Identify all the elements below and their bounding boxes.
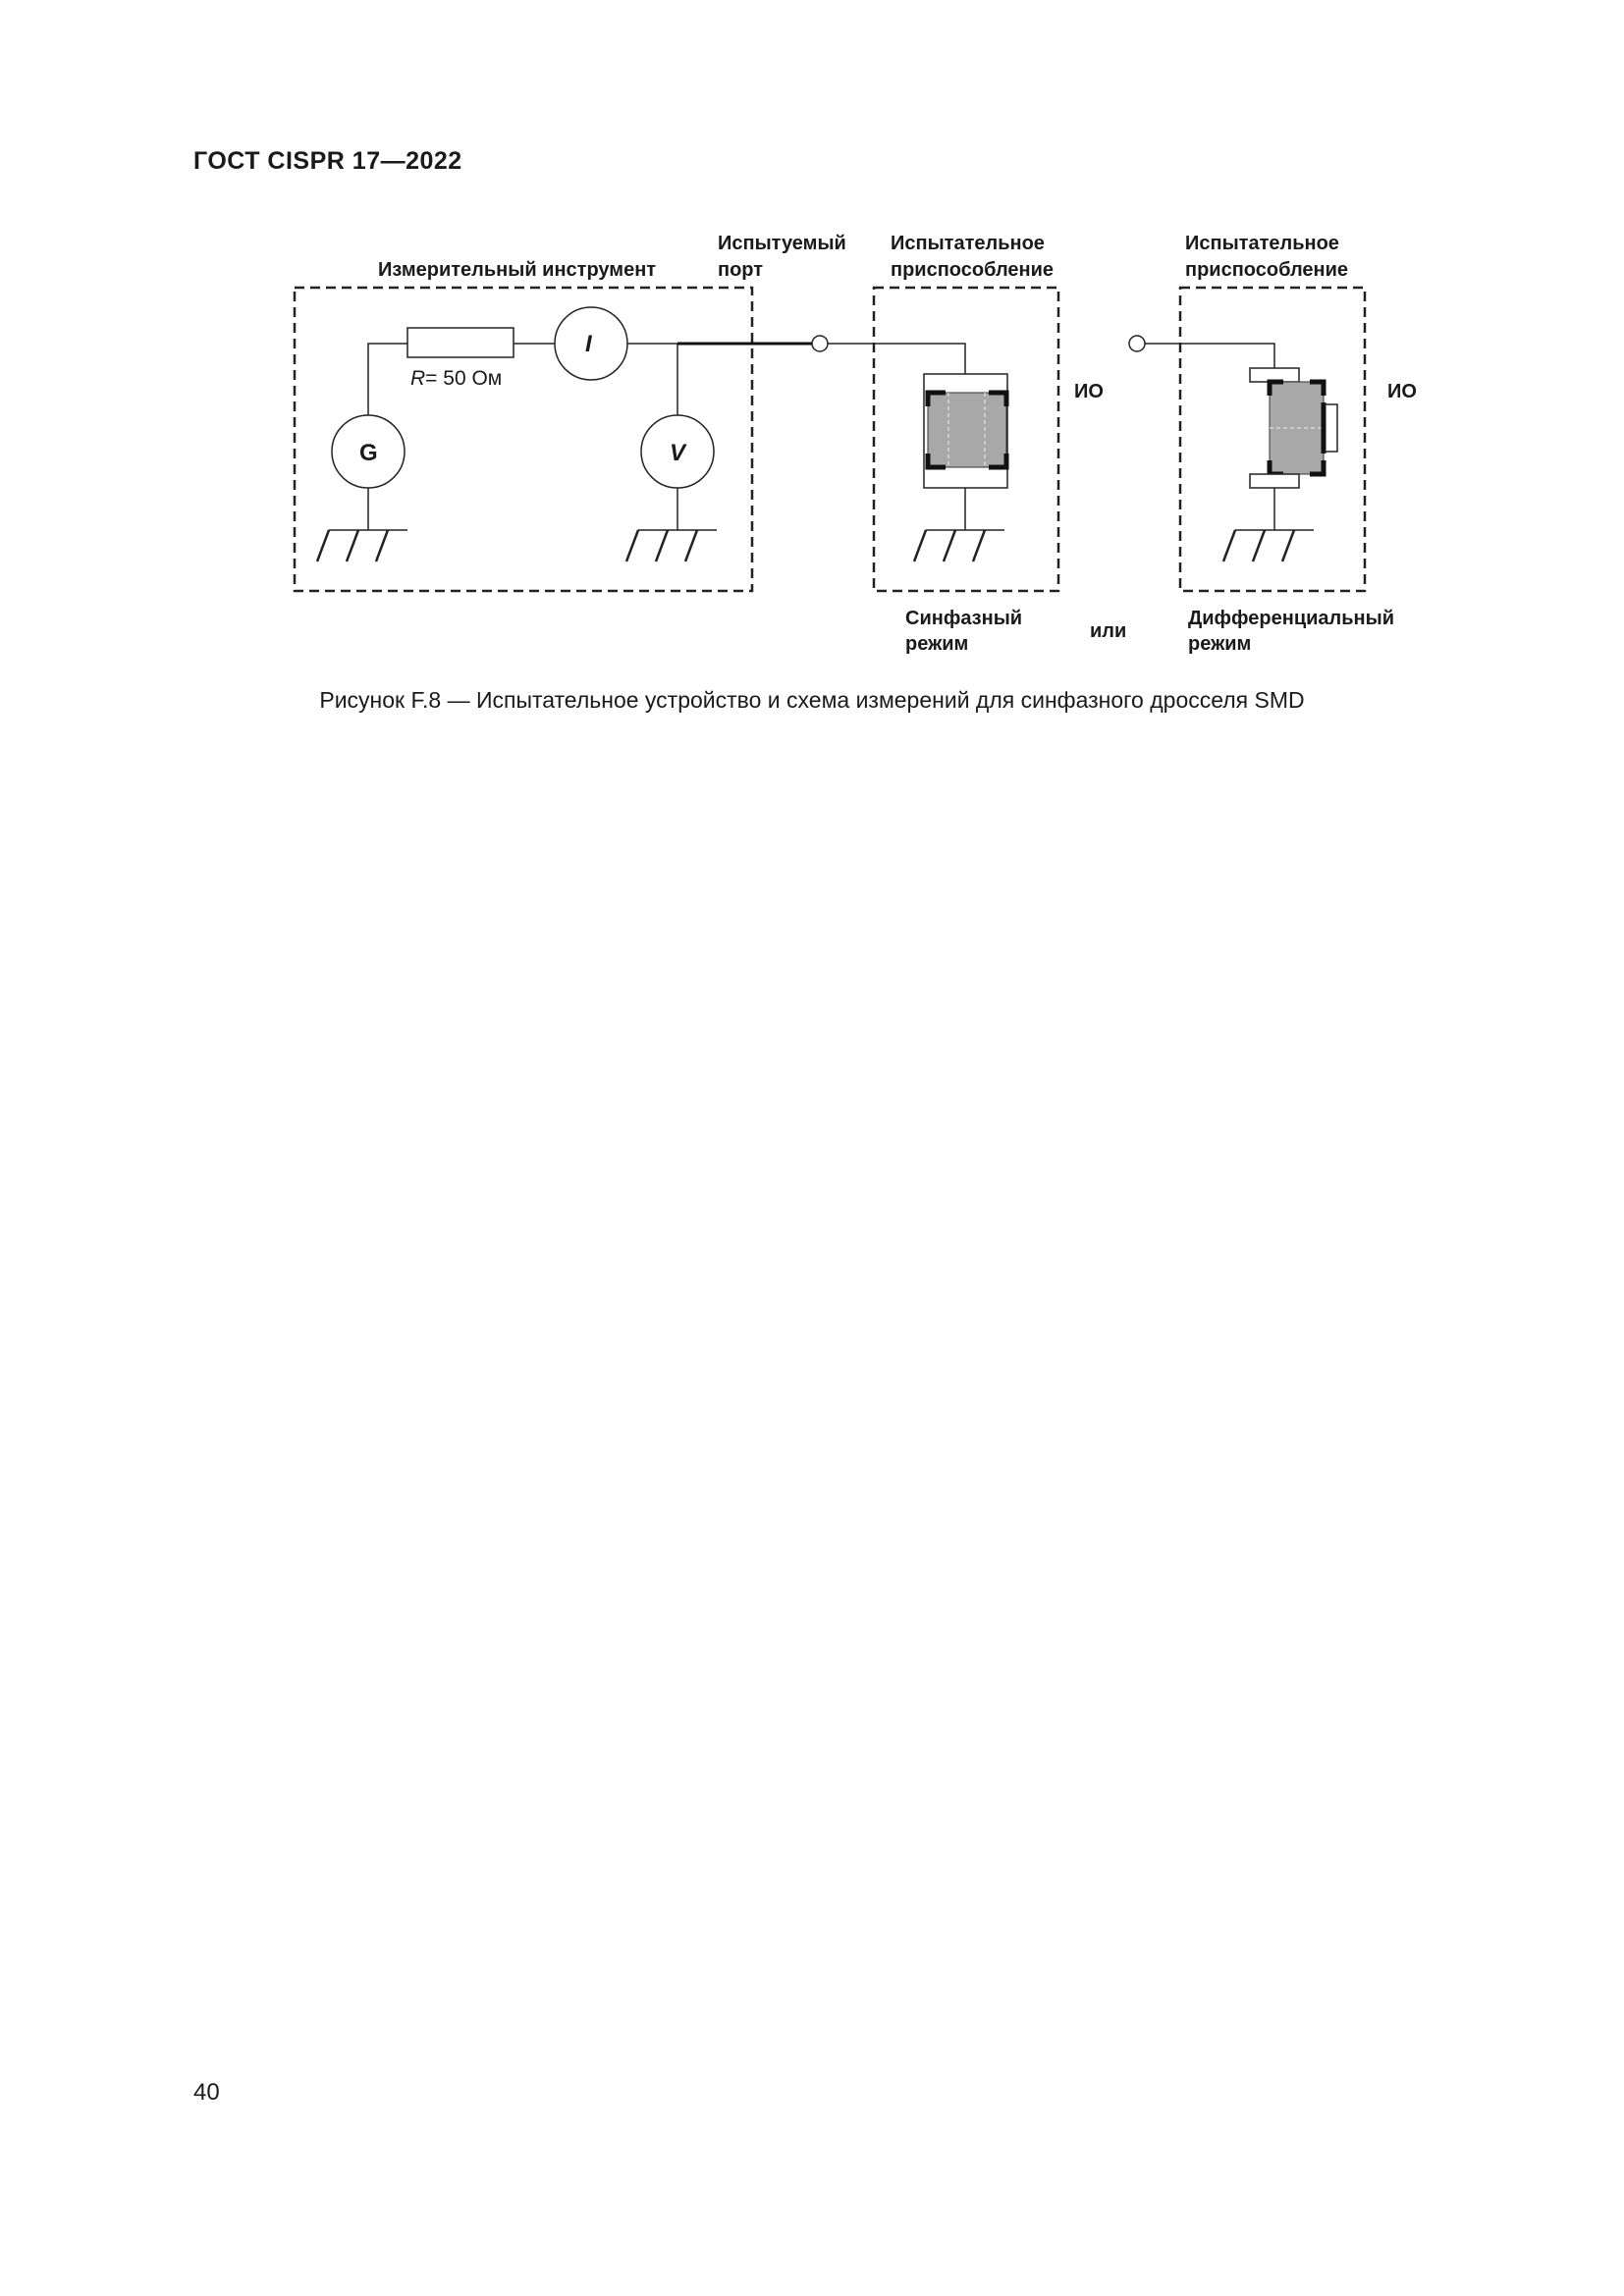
- fixture-cm-input-wire: [828, 344, 965, 374]
- dut-cm-label: ИО: [1074, 381, 1104, 402]
- ground-symbol-voltmeter: [626, 530, 717, 561]
- cm-choke-component: [924, 374, 1007, 488]
- dut-dm-label: ИО: [1387, 381, 1417, 402]
- mode-cm-label-line1: Синфазный: [905, 608, 1023, 629]
- resistor: [407, 328, 514, 357]
- port-label-line2: порт: [718, 259, 764, 281]
- dm-choke-component: [1250, 368, 1337, 488]
- dm-terminal: [1129, 336, 1145, 351]
- fixture-cm-label-line2: приспособление: [891, 259, 1055, 281]
- figure-caption: Рисунок F.8 — Испытательное устройство и схема измерений для синфазного дросселя SMD: [319, 687, 1305, 713]
- port-terminal: [812, 336, 828, 351]
- fixture-cm-label-line1: Испытательное: [891, 233, 1045, 254]
- generator-symbol: G: [359, 440, 378, 466]
- fixture-dm-input-wire: [1145, 344, 1274, 368]
- port-label-line1: Испытуемый: [718, 233, 846, 254]
- ground-symbol-cm: [914, 530, 1004, 561]
- fixture-dm-label-line2: приспособление: [1185, 259, 1349, 281]
- ground-symbol-dm: [1223, 530, 1314, 561]
- page-number: 40: [193, 2079, 220, 2106]
- generator-wire: [368, 344, 407, 424]
- instrument-label: Измерительный инструмент: [378, 259, 657, 281]
- mode-dm-label-line1: Дифференциальный: [1188, 608, 1394, 629]
- or-label: или: [1090, 620, 1127, 642]
- voltmeter-symbol: V: [670, 440, 686, 466]
- ground-symbol-generator: [317, 530, 407, 561]
- resistor-label: R= 50 Ом: [410, 367, 503, 390]
- document-header: ГОСТ CISPR 17—2022: [193, 147, 462, 175]
- fixture-dm-label-line1: Испытательное: [1185, 233, 1339, 254]
- mode-cm-label-line2: режим: [905, 633, 969, 655]
- ammeter-symbol: I: [585, 331, 592, 357]
- test-setup-diagram: [0, 0, 1624, 687]
- mode-dm-label-line2: режим: [1188, 633, 1252, 655]
